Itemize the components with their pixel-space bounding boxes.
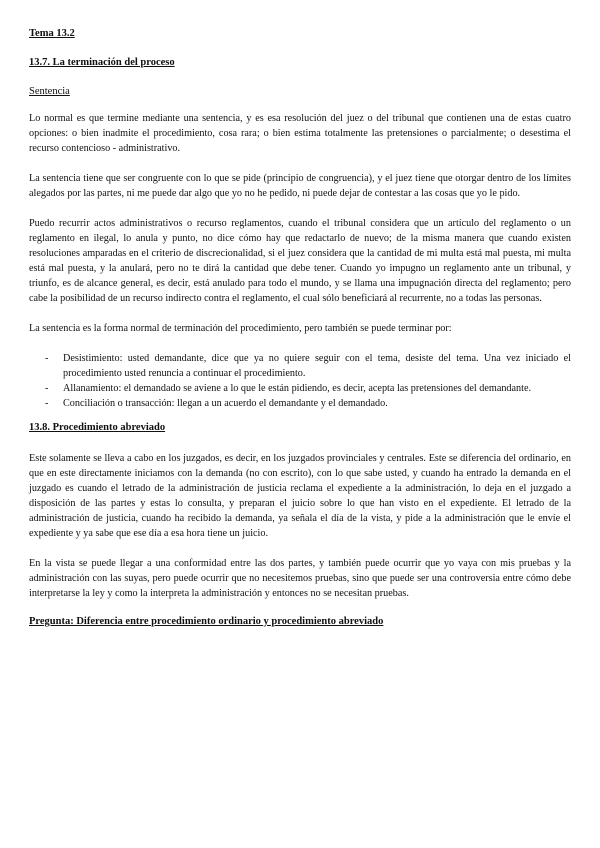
list-item	[29, 351, 571, 381]
document-title: Tema 13.2	[29, 28, 75, 39]
list-item	[29, 396, 571, 411]
list-item-text: Allanamiento: el demandado se aviene a lo que le están pidiendo, es decir, acepta las pretensiones del demandante.	[63, 383, 532, 394]
list-item	[29, 381, 571, 396]
list-dash: -	[45, 383, 49, 394]
paragraph: Puedo recurrir actos administrativos o recurso reglamentos, cuando el tribunal considera que un artículo del reglamento o un reglamento en ilegal, lo anula y punto, no dice cómo hay que redactarlo de nuevo; de la misma manera que cuando existen resoluciones amparadas en el criterio de discrecionalidad, si el juez considera que la cantidad de mi multa está mal puesta, mi multa está mal puesta, y la anulará, pero no te dirá la cantidad que debe tener. Cuando yo impugno un reglamento ante un tribunal, y triunfo, es de alcance general, es decir, está anulado para todo el mundo, y se llama una impugnación directa del reglamento; pero cabe la posibilidad de un recurso indirecto contra el reglamento, el cual sólo beneficiará al recurrente, no a todas las personas.	[29, 218, 571, 304]
paragraph: Este solamente se lleva a cabo en los juzgados, es decir, en los juzgados provinciales y centrales. Este se diferencia del ordinario, en que en este directamente iniciamos con la demanda (no con escrito), con lo que sabe usted, y cuando ha entrado la demanda en el juzgado es cuando el letrado de la administración de justicia reclama el expediente a la administración, lo deja en el juzgado a disposición de las partes y estas lo consulta, y preparan el juicio sobre lo que han visto en el expediente. El letrado de la administración de justicia, cuando ha recibido la demanda, ya señala el día de la vista, y pide a la administración que le envíe el expediente y ya sabe que ese día a esa hora tiene un juicio.	[29, 453, 571, 539]
subheading-sentencia: Sentencia	[29, 86, 70, 97]
paragraph: La sentencia es la forma normal de terminación del procedimiento, pero también se puede terminar por:	[29, 323, 452, 334]
list-item-text: Desistimiento: usted demandante, dice que ya no quiere seguir con el tema, desiste del tema. Una vez iniciado el procedimiento usted renuncia a continuar el procedimiento.	[63, 353, 571, 379]
section-heading-abreviado: 13.8. Procedimiento abreviado	[29, 422, 166, 433]
list-item-text: Conciliación o transacción: llegan a un acuerdo el demandante y el demandado.	[63, 398, 388, 409]
paragraph: Lo normal es que termine mediante una sentencia, y es esa resolución del juez o del tribunal que contienen una de estas cuatro opciones: o bien inadmite el procedimiento, cosa rara; o bien estima totalmente las pretensiones o parcialmente; o desestima el recurso contencioso - administrativo.	[29, 113, 571, 154]
termination-list	[29, 351, 571, 411]
section-heading-terminacion: 13.7. La terminación del proceso	[29, 57, 175, 68]
paragraph: En la vista se puede llegar a una conformidad entre las dos partes, y también puede ocurrir que yo vaya con mis pruebas y la administración con las suyas, pero puede ocurrir que no necesitemos pruebas, sino que puede ser una controversia entre cómo debe interpretarse la ley y como la interpreta la administración y entonces no se necesitan pruebas.	[29, 558, 571, 599]
list-dash: -	[45, 398, 49, 409]
question-heading: Pregunta: Diferencia entre procedimiento ordinario y procedimiento abreviado	[29, 616, 384, 627]
paragraph: La sentencia tiene que ser congruente con lo que se pide (principio de congruencia), y el juez tiene que otorgar dentro de los límites alegados por las partes, ni me puede dar algo que yo no he pedido, ni puede dejar de contestar a las cosas que yo le pido.	[29, 173, 571, 199]
list-dash: -	[45, 353, 49, 364]
